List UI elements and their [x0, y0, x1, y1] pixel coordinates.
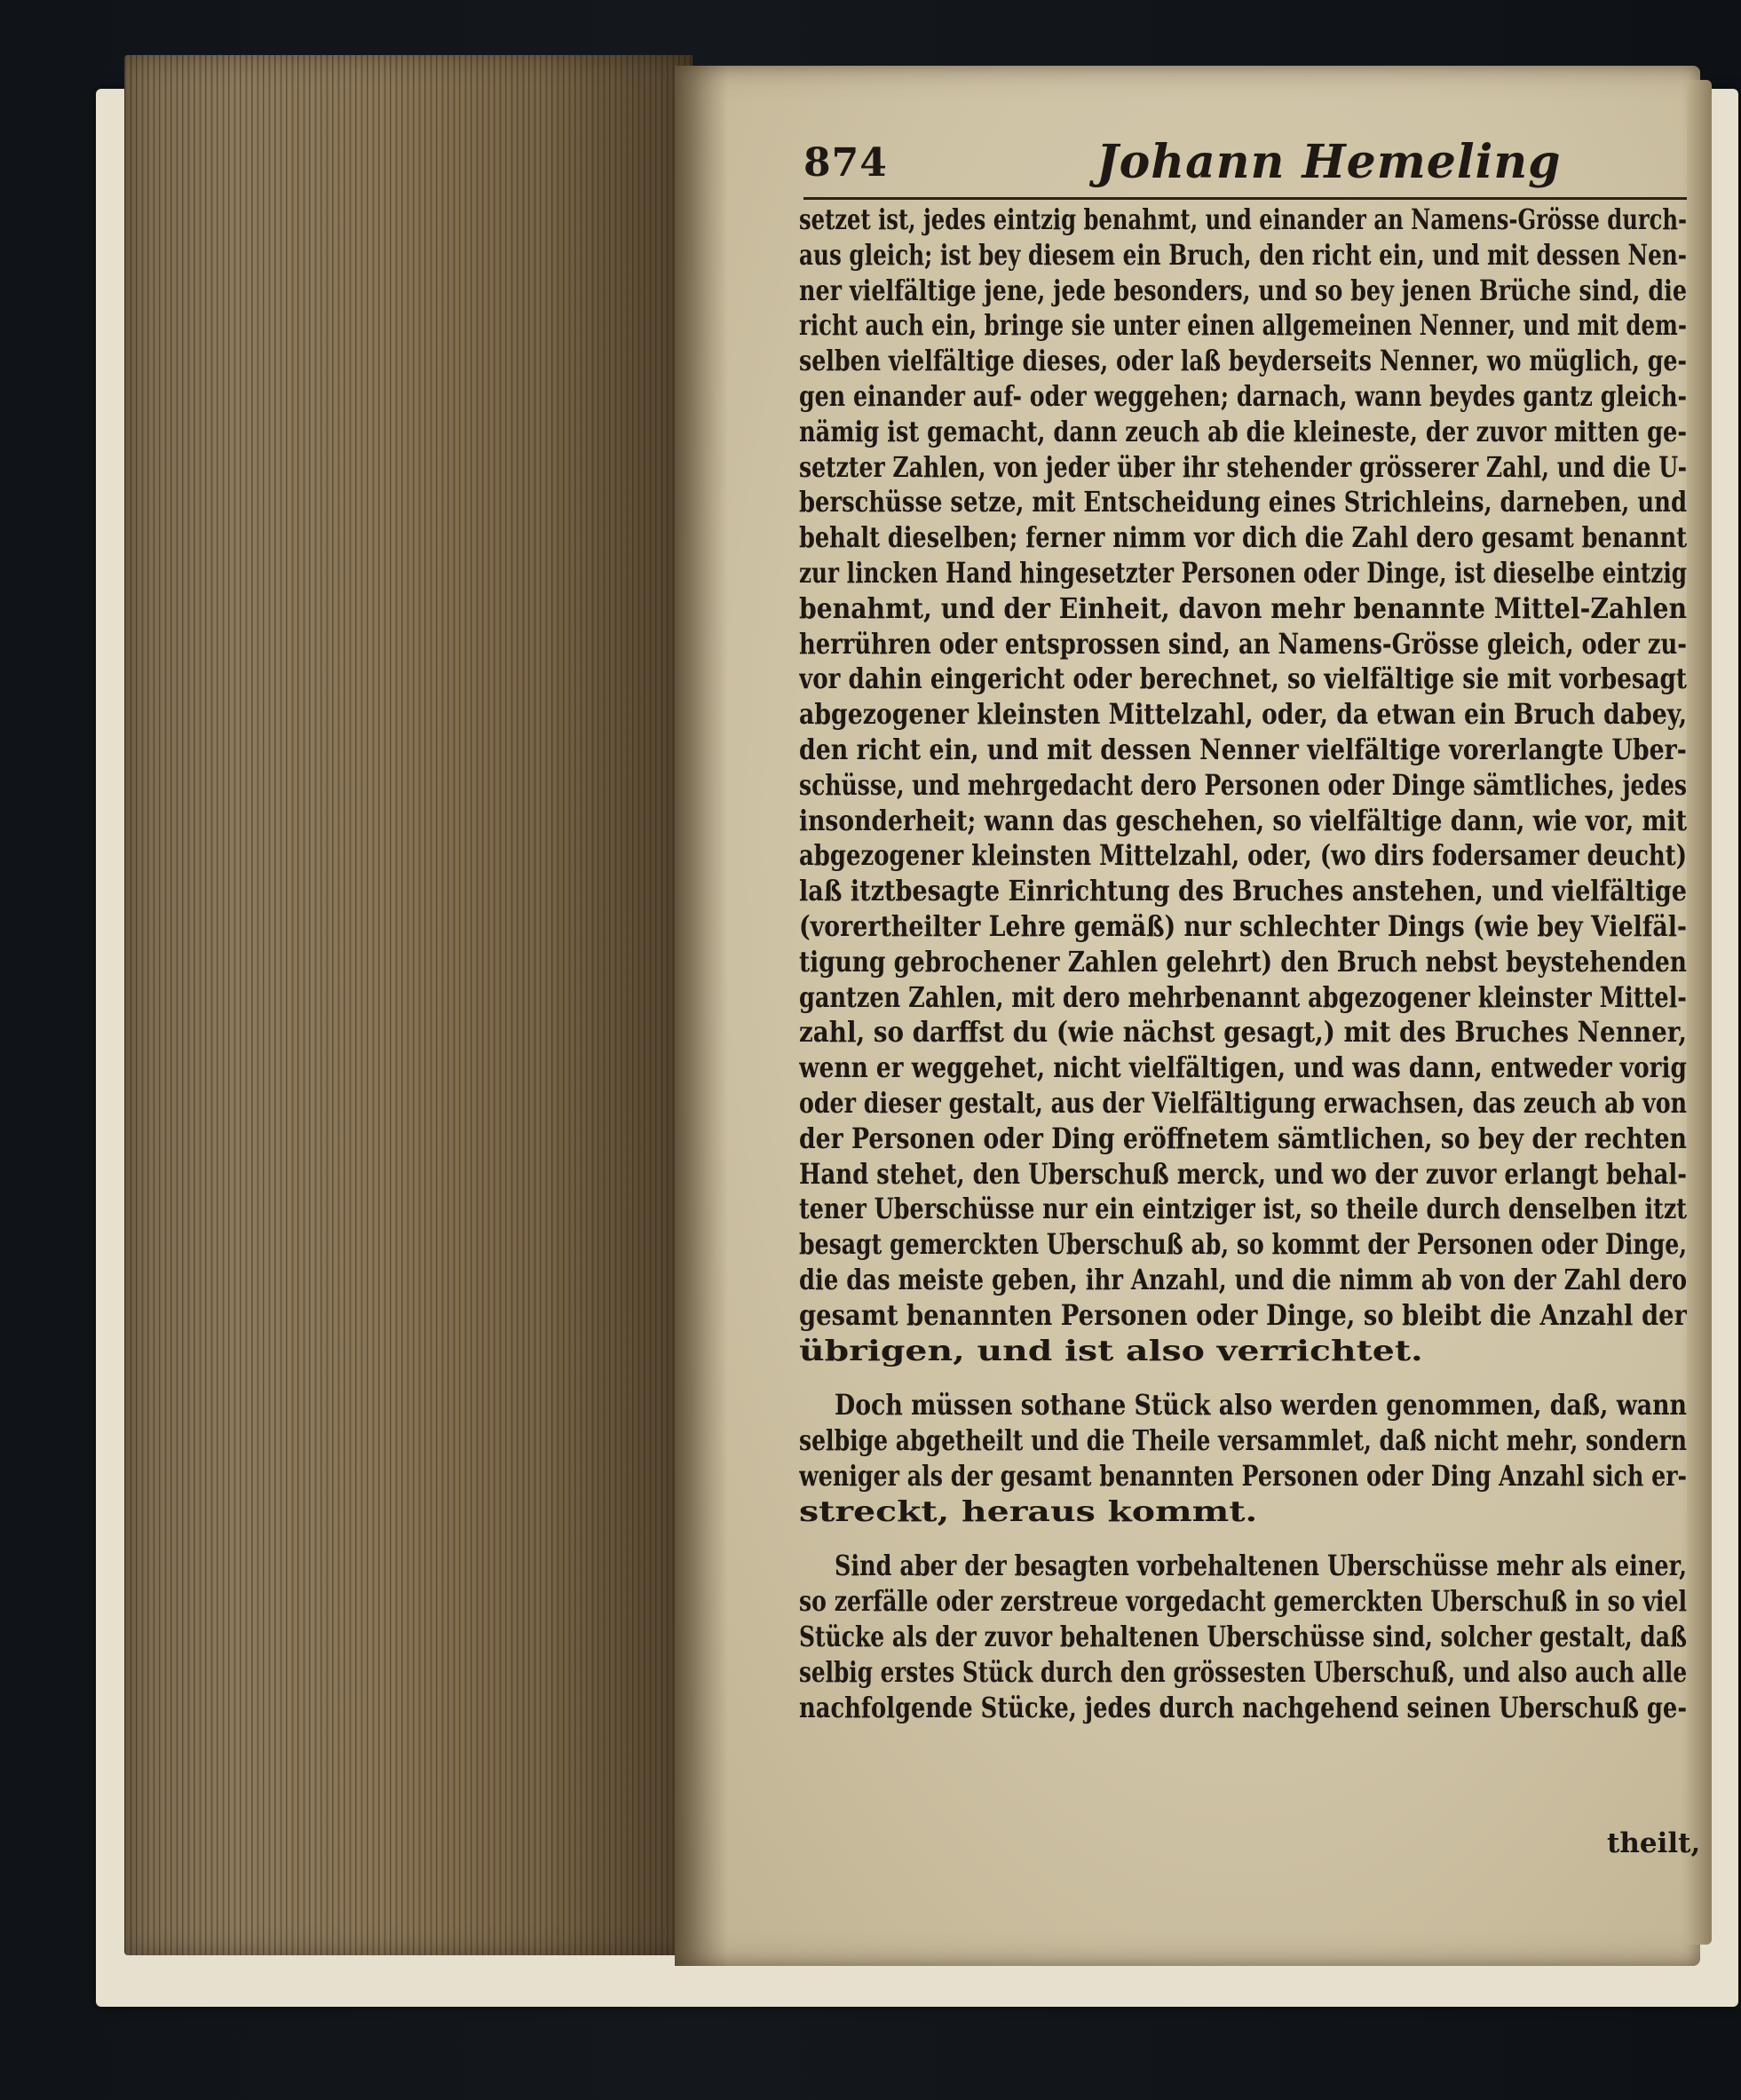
text-line: ner vielfältige jene, jede besonders, und so bey jenen Brüche sind, die [799, 273, 1687, 307]
text-line: Sind aber der besagten vorbehaltenen Uberschüsse mehr als einer, [835, 1549, 1687, 1583]
text-line: herrühren oder entsprossen sind, an Namens-Grösse gleich, oder zu- [799, 627, 1687, 661]
text-line: behalt dieselben; ferner nimm vor dich die Zahl dero gesamt benannt [799, 521, 1687, 555]
body-text [799, 202, 1687, 1725]
page-header [803, 133, 1687, 195]
text-line: zur lincken Hand hingesetzter Personen oder Dinge, ist dieselbe eintzig [799, 556, 1687, 590]
paragraph [799, 1388, 1687, 1529]
text-line: die das meiste geben, ihr Anzahl, und die nimm ab von der Zahl dero [799, 1263, 1687, 1296]
text-line: abgezogener kleinsten Mittelzahl, oder, da etwan ein Bruch dabey, [799, 698, 1687, 732]
text-line: selbig erstes Stück durch den grössesten Uberschuß, und also auch alle [799, 1655, 1687, 1689]
page-number: 874 [803, 140, 888, 186]
text-line: Hand stehet, den Uberschuß merck, und wo der zuvor erlangt behal- [799, 1157, 1687, 1191]
text-line: tener Uberschüsse nur ein eintziger ist, so theile durch denselben itzt [799, 1193, 1687, 1226]
text-line: schüsse, und mehrgedacht dero Personen oder Dinge sämtliches, jedes [799, 768, 1687, 802]
text-line: gantzen Zahlen, mit dero mehrbenannt abgezogener kleinster Mittel- [799, 980, 1687, 1014]
catchword: theilt, [1607, 1827, 1701, 1859]
text-line: nämig ist gemacht, dann zeuch ab die kleineste, der zuvor mitten ge- [799, 415, 1687, 448]
text-line: insonderheit; wann das geschehen, so vielfältige dann, wie vor, mit [799, 804, 1687, 837]
text-line: oder dieser gestalt, aus der Vielfältigung erwachsen, das zeuch ab von [799, 1086, 1687, 1120]
text-line: der Personen oder Ding eröffnetem sämtlichen, so bey der rechten [799, 1121, 1687, 1155]
text-line: benahmt, und der Einheit, davon mehr benannte Mittel-Zahlen [799, 591, 1687, 625]
text-line: streckt, heraus kommt. [799, 1494, 1258, 1528]
text-line: besagt gemerckten Uberschuß ab, so kommt der Personen oder Dinge, [799, 1228, 1687, 1262]
text-line: gen einander auf- oder weggehen; darnach, wann beydes gantz gleich- [799, 379, 1687, 413]
text-line: vor dahin eingericht oder berechnet, so vielfältige sie mit vorbesagt [799, 662, 1687, 696]
page-edges-shadow [542, 55, 692, 1955]
text-line: nachfolgende Stücke, jedes durch nachgehend seinen Uberschuß ge- [799, 1691, 1687, 1724]
text-line: selbige abgetheilt und die Theile versammlet, daß nicht mehr, sondern [799, 1424, 1687, 1458]
paragraph [799, 202, 1687, 1368]
text-line: tigung gebrochener Zahlen gelehrt) den Bruch nebst beystehenden [799, 945, 1687, 979]
header-rule [803, 197, 1687, 200]
text-line: richt auch ein, bringe sie unter einen allgemeinen Nenner, und mit dem- [799, 309, 1687, 343]
text-line: gesamt benannten Personen oder Dinge, so bleibt die Anzahl der [799, 1298, 1687, 1332]
text-line: abgezogener kleinsten Mittelzahl, oder, (wo dirs fodersamer deucht) [799, 839, 1687, 873]
text-line: setzter Zahlen, von jeder über ihr stehender grösserer Zahl, und die U- [799, 450, 1687, 484]
text-line: übrigen, und ist also verrichtet. [799, 1334, 1423, 1367]
text-line: setzet ist, jedes eintzig benahmt, und einander an Namens-Grösse durch- [799, 203, 1687, 236]
paragraph [799, 1549, 1687, 1725]
text-line: aus gleich; ist bey diesem ein Bruch, den richt ein, und mit dessen Nen- [799, 238, 1687, 272]
text-line: berschüsse setze, mit Entscheidung eines Strichleins, darneben, und [799, 486, 1687, 519]
text-line: selben vielfältige dieses, oder laß beyderseits Nenner, wo müglich, ge- [799, 345, 1687, 378]
page-gutter-shadow [675, 66, 728, 1966]
text-line: zahl, so darffst du (wie nächst gesagt,) mit des Bruches Nenner, [799, 1016, 1687, 1050]
text-line: den richt ein, und mit dessen Nenner vielfältige vorerlangte Uber- [799, 733, 1687, 766]
text-line: so zerfälle oder zerstreue vorgedacht gemerckten Uberschuß in so viel [799, 1585, 1687, 1619]
text-line: Doch müssen sothane Stück also werden genommen, daß, wann [835, 1389, 1687, 1422]
text-line: weniger als der gesamt benannten Personen oder Ding Anzahl sich er- [799, 1459, 1687, 1493]
running-title: Johann Hemeling [1096, 135, 1562, 189]
text-line: wenn er weggehet, nicht vielfältigen, und was dann, entweder vorig [799, 1051, 1687, 1085]
text-line: (vorertheilter Lehre gemäß) nur schlechter Dings (wie bey Vielfäl- [799, 909, 1687, 943]
text-line: laß itztbesagte Einrichtung des Bruches anstehen, und vielfältige [799, 875, 1687, 908]
text-line: Stücke als der zuvor behaltenen Uberschüsse sind, solcher gestalt, daß [799, 1621, 1687, 1654]
page-right-edge [1687, 80, 1712, 1945]
